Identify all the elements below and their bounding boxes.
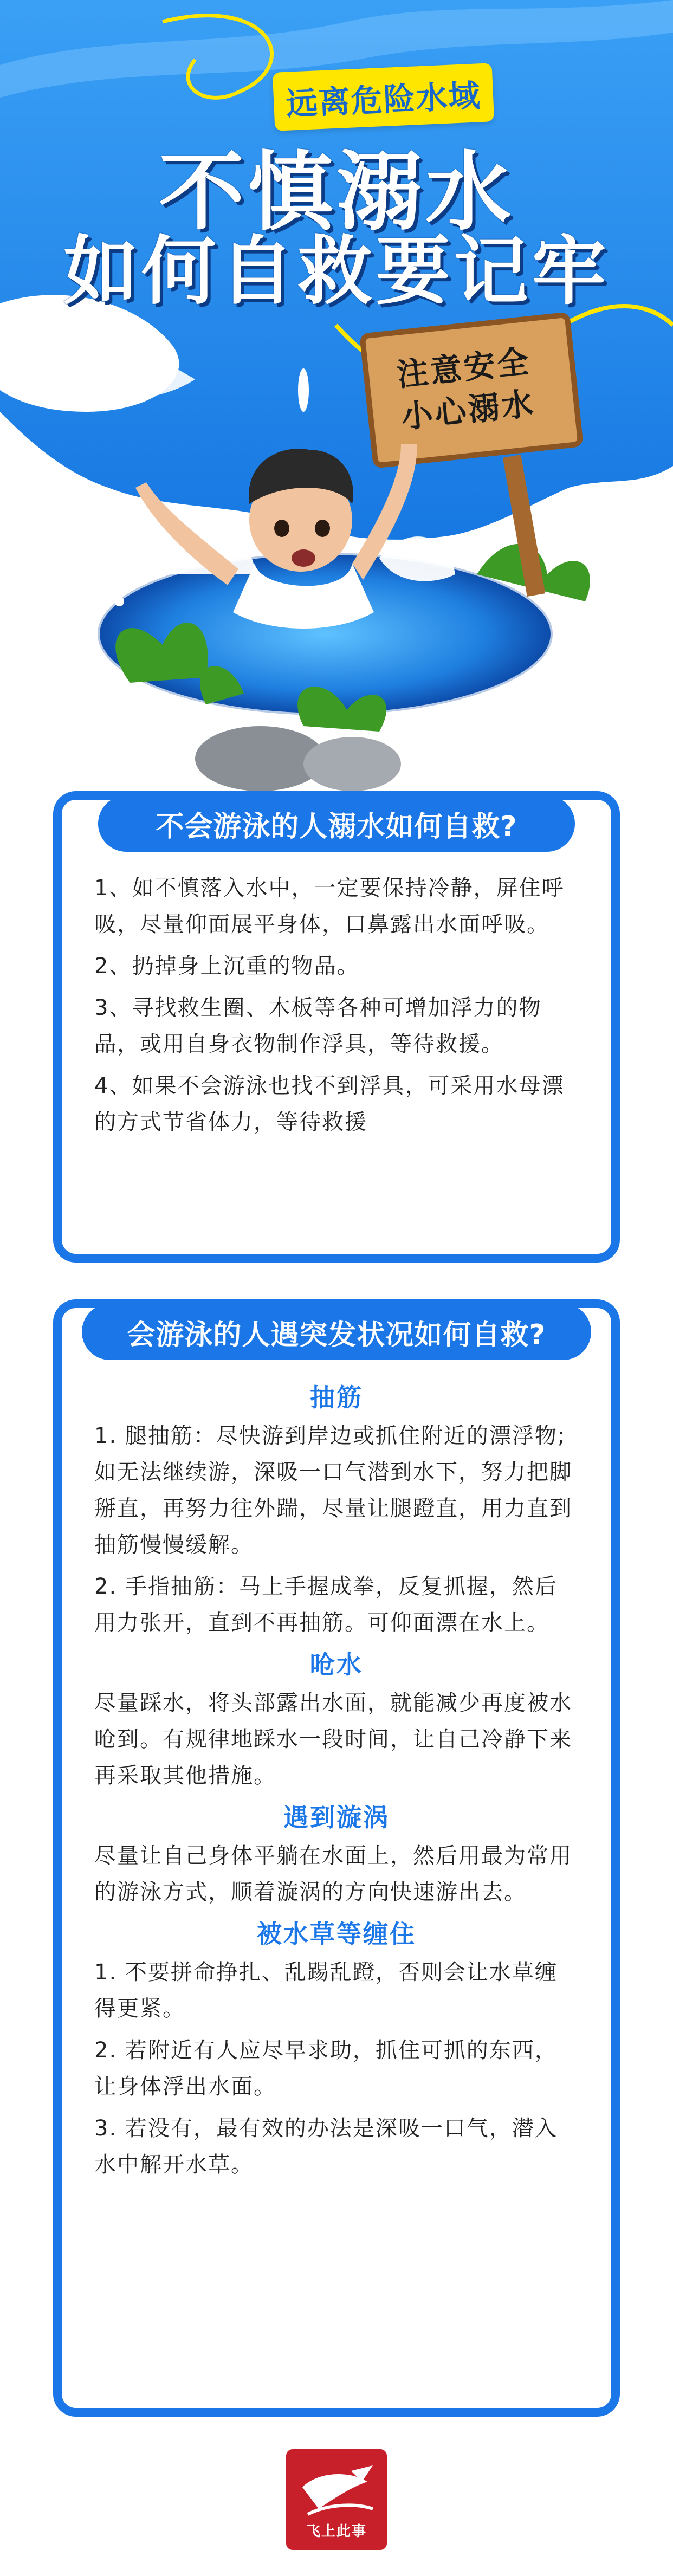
topic-tag-text: 远离危险水域 [285,77,482,122]
card-swimmers [53,1299,620,2417]
card1-body [94,870,579,1146]
list-item: 2. 若附近有人应尽早求助，抓住可抓的东西，让身体浮出水面。 [94,2038,558,2099]
card2-title: 会游泳的人遇突发状况如何自救? [127,1318,546,1351]
list-item: 3、寻找救生圈、木板等各种可增加浮力的物品，或用自身衣物制作浮具，等待救援。 [94,995,542,1057]
section-heading-weeds: 被水草等缠住 [257,1919,416,1949]
list-item: 1. 腿抽筋：尽快游到岸边或抓住附近的漂浮物;如无法继续游，深吸一口气潜到水下，努力把脚掰直，再努力往外踹，尽量让腿蹬直，用力直到抽筋慢慢缓解。 [94,1423,572,1557]
section-heading-choking: 呛水 [310,1650,363,1679]
warning-sign [376,338,557,441]
brand-logo [286,2449,387,2550]
hero-banner [0,0,673,791]
card2-body [94,1375,579,2189]
list-item: 尽量让自己身体平躺在水面上，然后用最为常用的游泳方式，顺着漩涡的方向快速游出去。 [94,1843,572,1905]
section-heading-cramp: 抽筋 [310,1383,363,1412]
list-item: 3. 若没有，最有效的办法是深吸一口气，潜入水中解开水草。 [94,2116,558,2177]
section-heading-whirlpool: 遇到漩涡 [283,1803,390,1832]
card1-title: 不会游泳的人溺水如何自救? [156,810,517,843]
logo-text: 飞上此事 [306,2523,367,2540]
card1-header [98,795,575,852]
list-item: 2、扔掉身上沉重的物品。 [94,954,360,979]
main-title-line1: 不慎溺水 [159,143,514,242]
main-title-line2: 如何自救要记牢 [63,228,610,315]
topic-tag [273,63,494,131]
list-item: 2. 手指抽筋：马上手握成拳，反复抓握，然后用力张开，直到不再抽筋。可仰面漂在水上。 [94,1574,558,1635]
list-item: 4、如果不会游泳也找不到浮具，可采用水母漂的方式节省体力，等待救援 [94,1073,565,1135]
card-non-swimmers [53,791,620,1263]
list-item: 尽量踩水，将头部露出水面，就能减少再度被水呛到。有规律地踩水一段时间，让自己冷静下来再采取其他措施。 [94,1691,572,1788]
sign-line2: 小心溺水 [399,385,537,436]
list-item: 1. 不要拼命挣扎、乱踢乱蹬，否则会让水草缠得更紧。 [94,1960,558,2021]
card2-header [82,1304,591,1360]
list-item: 1、如不慎落入水中，一定要保持冷静，屏住呼吸，尽量仰面展平身体，口鼻露出水面呼吸。 [94,876,565,937]
sign-line1: 注意安全 [395,342,533,393]
